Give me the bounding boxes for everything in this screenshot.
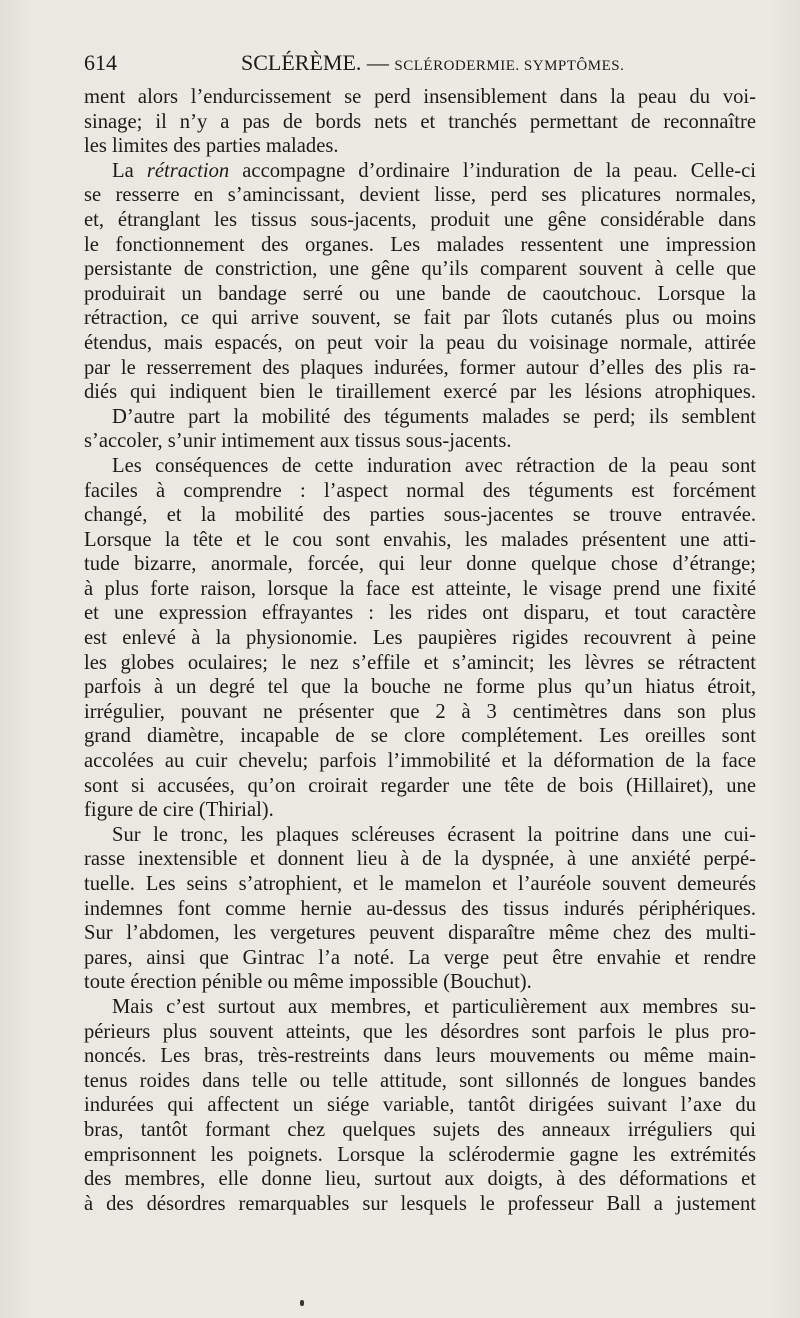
text-line: diés qui indiquent bien le tiraillement exercé par les lésions atrophiques. [84,381,756,404]
text-line: se resserre en s’amincissant, devient lisse, perd ses plicatures normales, [84,184,756,207]
text-line: Sur l’abdomen, les vergetures peuvent disparaître même chez des multi- [84,922,756,945]
header-dash: — [366,50,389,75]
text-line: les globes oculaires; le nez s’effile et s’amincit; les lèvres se rétractent [84,651,756,674]
text-line: Lorsque la tête et le cou sont envahis, les malades présentent une atti- [84,528,756,551]
running-header [84,50,756,76]
text-line: tenus roides dans telle ou telle attitude, sont sillonnés de longues bandes [84,1069,756,1092]
text-line: par le resserrement des plaques indurées, former autour d’elles des plis ra- [84,356,756,379]
text-line: le fonctionnement des organes. Les malades ressentent une impression [84,233,756,256]
text-line: tuelle. Les seins s’atrophient, et le mamelon et l’auréole souvent demeurés [84,873,756,895]
text-line: à plus forte raison, lorsque la face est atteinte, le visage prend une fixité [84,577,756,600]
text-line: emprisonnent les poignets. Lorsque la sclérodermie gagne les extrémités [84,1143,756,1166]
text-line: grand diamètre, incapable de se clore complétement. Les oreilles sont [84,725,756,748]
text-line: sont si accusées, qu’on croirait regarder une tête de bois (Hillairet), une [84,774,756,797]
text-line: les limites des parties malades. [84,135,339,158]
text-line: accolées au cuir chevelu; parfois l’immobilité et la déformation de la face [84,750,756,773]
text-line: irrégulier, pouvant ne présenter que 2 à 3 centimètres dans son plus [84,700,756,723]
text-line: et, étranglant les tissus sous-jacents, produit une gêne considérable dans [84,208,756,231]
header-title: SCLÉRÈME. [241,50,362,75]
text-line: noncés. Les bras, très-restreints dans leurs mouvements ou même main- [84,1045,756,1068]
text-line: indemnes font comme hernie au-dessus des tissus indurés périphériques. [84,897,756,920]
retraction-lead: La [112,159,134,182]
running-title [241,50,624,79]
text-line: tude bizarre, anormale, forcée, qui leur donne quelque chose d’étrange; [84,553,756,576]
text-line: s’accoler, s’unir intimement aux tissus sous-jacents. [84,430,512,453]
text-line: Mais c’est surtout aux membres, et particulièrement aux membres su- [112,995,756,1018]
text-line: bras, tantôt formant chez quelques sujets des anneaux irréguliers qui [84,1118,756,1141]
text-line: faciles à comprendre : l’aspect normal des téguments est forcément [84,479,756,502]
text-line: parfois à un degré tel que la bouche ne forme plus qu’un hiatus étroit, [84,676,756,699]
text-line: est enlevé à la physionomie. Les paupières rigides recouvrent à peine [84,627,756,650]
text-line: rasse inextensible et donnent lieu à de la dyspnée, à une anxiété perpé- [84,848,756,871]
text-line: indurées qui affectent un siége variable, tantôt dirigées suivant l’axe du [84,1094,756,1117]
header-section: SCLÉRODERMIE. SYMPTÔMES. [394,58,625,74]
text-line: figure de cire (Thirial). [84,799,274,822]
page-body-text [84,85,756,1216]
text-line: produirait un bandage serré ou une bande de caoutchouc. Lorsque la [84,282,756,305]
retraction-term: rétraction [146,159,230,182]
text-line: persistante de constriction, une gêne qu’ils comparent souvent à celle que [84,258,756,281]
text-line: à des désordres remarquables sur lesquels le professeur Ball a justement [84,1192,756,1215]
page-number: 614 [84,50,117,75]
text-line: des membres, elle donne lieu, surtout aux doigts, à des déformations et [84,1168,756,1191]
text-line: Sur le tronc, les plaques scléreuses écrasent la poitrine dans une cui- [112,823,756,846]
text-line: D’autre part la mobilité des téguments malades se perd; ils semblent [112,405,756,428]
text-line: ment alors l’endurcissement se perd insensiblement dans la peau du voi- [84,86,756,108]
text-line: périeurs plus souvent atteints, que les désordres sont parfois le plus pro- [84,1020,756,1043]
text-line: et une expression effrayantes : les rides ont disparu, et tout caractère [84,602,756,625]
text-line: rétraction, ce qui arrive souvent, se fait par îlots cutanés plus ou moins [84,307,756,330]
ink-speck [300,1300,304,1306]
text-line-retraction [84,159,756,184]
retraction-rest: accompagne d’ordinaire l’induration de la peau. Celle-ci [242,159,756,182]
text-line: Les conséquences de cette induration avec rétraction de la peau sont [112,454,756,477]
text-line: pares, ainsi que Gintrac l’a noté. La verge peut être envahie et rendre [84,946,756,969]
text-line: étendus, mais espacés, on peut voir la peau du voisinage normale, attirée [84,331,756,354]
text-line: changé, et la mobilité des parties sous-jacentes se trouve entravée. [84,504,756,527]
text-line: toute érection pénible ou même impossible (Bouchut). [84,971,532,994]
text-line: sinage; il n’y a pas de bords nets et tranchés permettant de reconnaître [84,110,756,133]
